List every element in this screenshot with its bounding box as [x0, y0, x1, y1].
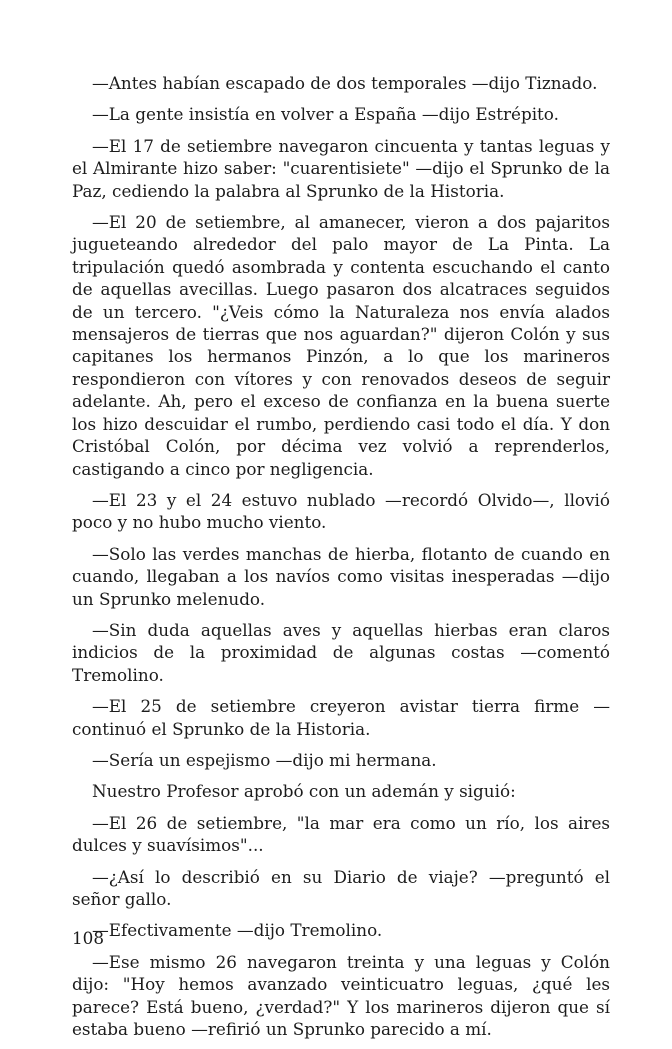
paragraph-6: —Solo las verdes manchas de hierba, flotanto de cuando en cuando, llegaban a los navíos como visitas inesperadas —dijo un Sprunko melenudo. — [72, 543, 610, 609]
body-text — [72, 72, 610, 1049]
paragraph-10: Nuestro Profesor aprobó con un ademán y siguió: — [92, 781, 516, 802]
paragraph-9: —Sería un espejismo —dijo mi hermana. — [92, 749, 437, 770]
page-number: 108 — [72, 928, 105, 948]
paragraph-4: —El 20 de setiembre, al amanecer, vieron a dos pajaritos jugueteando alrededor del palo mayor de La Pinta. La tripulación quedó asombrada y contenta escuchando el canto de aquellas avecillas. Luego pasaron dos alcatraces seguidos de un tercero. "¿Veis cómo la Naturaleza nos envía alados mensajeros de tierras que nos aguardan?" dijeron Colón y sus capitanes los hermanos Pinzón, a lo que los marineros respondieron con vítores y con renovados deseos de seguir adelante. Ah, pero el exceso de confianza en la buena suerte los hizo descuidar el rumbo, perdiendo casi todo el día. Y don Cristóbal Colón, por décima vez volvió a reprenderlos, castigando a cinco por negligencia. — [72, 212, 610, 479]
paragraph-3: —El 17 de setiembre navegaron cincuenta y tantas leguas y el Almirante hizo saber: "cuarentisiete" —dijo el Sprunko de la Paz, cediendo la palabra al Sprunko de la Historia. — [72, 135, 610, 201]
paragraph-13: —Efectivamente —dijo Tremolino. — [92, 920, 383, 941]
paragraph-12: —¿Así lo describió en su Diario de viaje? —preguntó el señor gallo. — [72, 866, 610, 909]
paragraph-11: —El 26 de setiembre, "la mar era como un río, los aires dulces y suavísimos"... — [72, 812, 610, 856]
paragraph-1: —Antes habían escapado de dos temporales —dijo Tiznado. — [92, 73, 598, 93]
paragraph-5: —El 23 y el 24 estuvo nublado —recordó Olvido—, llovió poco y no hubo mucho viento. — [72, 489, 610, 533]
paragraph-8: —El 25 de setiembre creyeron avistar tierra firme —continuó el Sprunko de la Historia. — [72, 696, 610, 739]
paragraph-7: —Sin duda aquellas aves y aquellas hierbas eran claros indicios de la proximidad de algunas costas —comentó Tremolino. — [72, 619, 610, 685]
paragraph-14: —Ese mismo 26 navegaron treinta y una leguas y Colón dijo: "Hoy hemos avanzado veinticuatro leguas, ¿qué les parece? Está bueno, ¿verdad?" Y los marineros dijeron que sí estaba bueno —refirió un Sprunko parecido a mí. — [72, 951, 610, 1040]
paragraph-2: —La gente insistía en volver a España —dijo Estrépito. — [92, 104, 559, 125]
